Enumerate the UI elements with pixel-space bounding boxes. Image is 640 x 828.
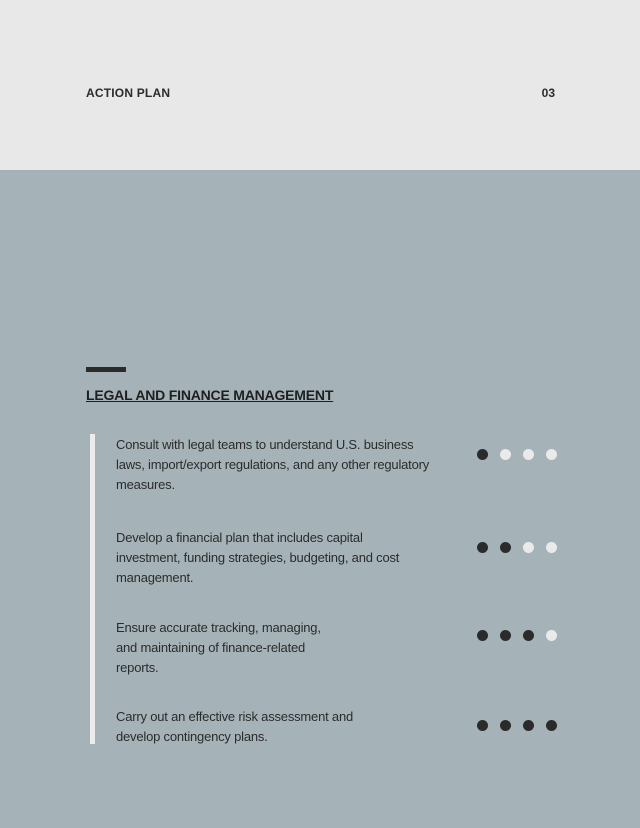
rating-dot-filled [477,720,488,731]
section-title: LEGAL AND FINANCE MANAGEMENT [86,387,334,403]
header-label: ACTION PLAN [86,86,171,100]
rating-dots [477,542,557,553]
action-item-text: Ensure accurate tracking, managing, and maintaining of finance-related reports. [116,620,321,675]
rating-dot-filled [500,542,511,553]
rating-dot-filled [477,449,488,460]
rating-dot-filled [477,630,488,641]
rating-dot-filled [523,720,534,731]
rating-dots [477,630,557,641]
items-vertical-rule [90,434,95,744]
rating-dot-empty [523,449,534,460]
rating-dot-empty [546,542,557,553]
section-accent-bar [86,367,126,372]
rating-dot-filled [546,720,557,731]
rating-dots [477,449,557,460]
rating-dot-empty [546,630,557,641]
rating-dot-filled [523,630,534,641]
rating-dot-filled [477,542,488,553]
rating-dot-empty [523,542,534,553]
rating-dots [477,720,557,731]
rating-dot-empty [500,449,511,460]
action-item-text: Carry out an effective risk assessment and develop contingency plans. [116,709,354,744]
header-band [0,0,640,170]
rating-dot-filled [500,630,511,641]
rating-dot-filled [500,720,511,731]
rating-dot-empty [546,449,557,460]
page-number: 03 [541,86,555,100]
action-item-text: Develop a financial plan that includes capital investment, funding strategies, budgeting, and cost management. [116,530,400,585]
action-item-text: Consult with legal teams to understand U.S. business laws, import/export regulations, and any other regulatory measures. [116,437,430,492]
